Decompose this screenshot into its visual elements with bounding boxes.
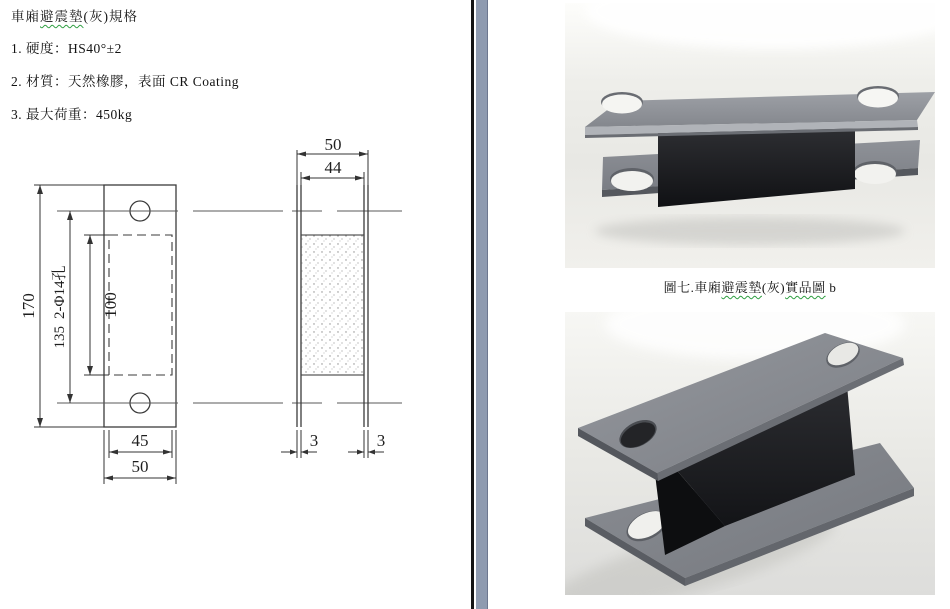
spec-title-pre: 車廂 [11,9,40,24]
dim-label-50-front: 50 [131,457,149,476]
technical-drawing [0,130,470,500]
caption-mid: (灰) [761,280,786,295]
dim-label-3-left: 3 [309,431,319,450]
bolt-hole [858,89,898,108]
photo-caption [545,277,950,296]
page-divider-bar [476,0,488,609]
bolt-hole [602,95,642,114]
caption-wavy-1: 避震墊 [721,280,762,295]
caption-wavy-2: 實品圖 [785,280,826,295]
product-photo-isometric [565,312,935,595]
page-divider-line [471,0,474,609]
spec-title-post: (灰)規格 [83,9,138,24]
caption-pre: 圖七.車廂 [663,280,722,295]
dim-label-170: 170 [19,293,38,319]
spec-item-material: 2. 材質：天然橡膠，表面 CR Coating [11,74,240,89]
dim-135: 135 [52,325,68,349]
object-shadow [595,217,905,245]
side-view [297,185,368,427]
spec-item-hardness: 1. 硬度：HS40°±2 [11,41,122,56]
caption-post: b [825,280,837,295]
dim-label-45: 45 [131,431,149,450]
dim-label-50-side: 50 [324,135,342,154]
bolt-hole [854,164,896,184]
dim-label-100: 100 [101,292,120,318]
rubber-block-section [301,235,364,375]
dim-label-44: 44 [324,158,342,177]
dim-label-135-holes [50,266,68,349]
spec-item-max-load: 3. 最大荷重：450kg [11,107,133,122]
dim-label-3-right: 3 [376,431,386,450]
spec-title [11,5,138,25]
hole-callout-2xphi14: 2-Φ14孔 [52,265,68,319]
spec-title-wavy: 避震墊 [40,9,84,24]
product-photo-front [565,3,935,268]
bolt-hole [611,171,653,191]
